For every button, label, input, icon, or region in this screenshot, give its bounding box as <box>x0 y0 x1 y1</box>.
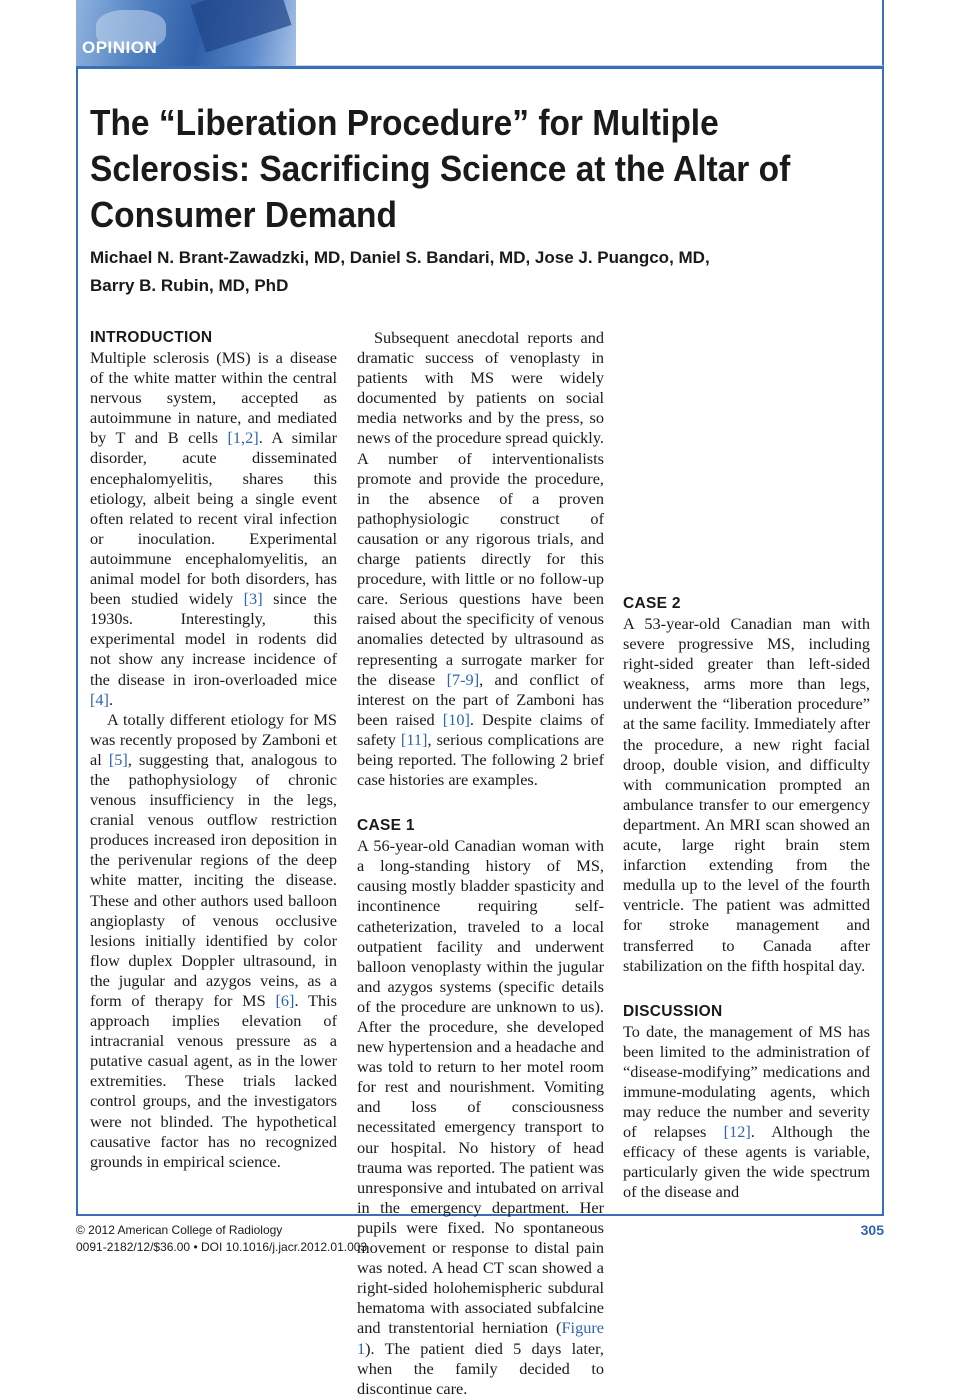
doi-line: 0091-2182/12/$36.00 • DOI 10.1016/j.jacr.2012.01.003 <box>76 1240 368 1254</box>
citation-link[interactable]: [6] <box>275 991 295 1010</box>
paragraph: A 53-year-old Canadian man with severe progressive MS, including right-sided greater than left-sided weakness, arms more than legs, underwent the “liberation procedure” at the same facility. Immediately after the procedure, a new right facial droop, double vision, and difficulty with communication prompted an ambulance transfer to our emergency department. An MRI scan showed an acute, large right brain stem infarction extending from the medulla up to the level of the fourth ventricle. The patient was admitted for stroke management and transferred to Canada after stabilization on the fifth hospital day. <box>623 614 870 975</box>
text-run: . Despite claims of safety <box>357 709 605 749</box>
citation-link[interactable]: [3] <box>243 589 263 609</box>
citation-link[interactable]: [1,2] <box>227 428 259 448</box>
section-label: OPINION <box>82 38 158 57</box>
section-gap <box>623 976 870 1002</box>
copyright-line: © 2012 American College of Radiology <box>76 1223 283 1237</box>
text-run: To date, the management of MS has been limited to the administration of “disease-modifying” medications and immune-modulating agents, which may reduce the number and severity of relapses <box>623 1021 870 1142</box>
citation-link[interactable]: [11] <box>400 729 428 749</box>
section-heading-case-2: CASE 2 <box>623 595 681 612</box>
text-run: . This approach implies elevation of intracranial venous pressure as a putative casual agent, as in the lower extremities. These trials lacked control groups, and the investigators were not blinded. The hypothetical causative factor has no recognized grounds in empirical science. <box>90 991 337 1171</box>
authors-line: Barry B. Rubin, MD, PhD <box>90 276 289 295</box>
section-gap <box>623 568 870 594</box>
paragraph <box>623 1022 870 1203</box>
text-column-3 <box>623 328 870 1203</box>
citation-link[interactable]: [10] <box>442 709 470 729</box>
text-run: ). The patient died 5 days later, when the family decided to discontinue care. <box>357 1338 604 1398</box>
section-heading-discussion: DISCUSSION <box>623 1002 723 1020</box>
citation-link[interactable]: [4] <box>90 689 109 709</box>
section-gap <box>357 790 604 816</box>
text-column-2 <box>357 328 604 1399</box>
figure-link[interactable]: Figure 1 <box>357 1318 604 1358</box>
photo-shape <box>190 0 291 53</box>
citation-link[interactable]: [7-9] <box>446 669 480 689</box>
header-rule <box>76 66 884 69</box>
text-run: , serious complications are being reported. The following 2 brief case histories are examples. <box>357 729 604 790</box>
authors-line: Michael N. Brant-Zawadzki, MD, Daniel S. Bandari, MD, Jose J. Puangco, MD, <box>90 248 710 267</box>
case1-continuation <box>623 328 870 568</box>
section-heading-case-1: CASE 1 <box>357 817 415 835</box>
text-run: . A similar disorder, acute disseminated encephalomyelitis, shares this etiology, albeit being a single event often related to recent viral infection or inoculation. Experimental autoimmune encephalomyelitis, an animal model for both disorders, has been studied widely <box>90 428 337 609</box>
header-frame <box>296 0 884 66</box>
text-run: . <box>108 689 114 709</box>
text-run: . Although the efficacy of these agents is variable, particularly given the wide spectrum of the disease and <box>623 1122 870 1202</box>
text-column-1 <box>90 328 337 1172</box>
paragraph <box>357 836 604 1399</box>
text-run: A 56-year-old Canadian woman with a long-standing history of MS, causing mostly bladder spasticity and incontinence requiring self-catheterization, traveled to a local outpatient facility and underwent balloon venoplasty within the jugular and azygos systems (specific details of the procedure are unknown to us). After the procedure, she developed new hypertension and a headache and was told to return to her motel room for rest and nourishment. Vomiting and loss of consciousness necessitated emergency transport to our hospital. No history of head trauma was reported. The patient was unresponsive and intubated on arrival in the emergency department. Her pupils were fixed. No spontaneous movement or response to distal pain was noted. A head CT scan showed a right-sided holohemispheric subdural hematoma with associated subfalcine and transtentorial herniation ( <box>357 836 604 1338</box>
text-run: , and conflict of interest on the part of Zamboni has been raised <box>357 669 604 729</box>
author-list <box>90 244 870 300</box>
text-run: A totally different etiology for MS was recently proposed by Zamboni et al <box>90 709 337 769</box>
text-run: Subsequent anecdotal reports and dramatic success of venoplasty in patients with MS were widely documented by patients on social media networks and by the press, so news of the procedure spread quickly. A number of interventionalists promote and provide the procedure, in the absence of a proven pathophysiologic construct of causation or any rigorous trials, and charge patients directly for this procedure, with little or no follow-up care. Serious questions have been raised about the specificity of venous anomalies detected by ultrasound as representing a surrogate marker for the disease <box>357 328 604 689</box>
section-heading-introduction: INTRODUCTION <box>90 329 213 346</box>
text-run: , suggesting that, analogous to the pathophysiology of chronic venous insufficiency in the legs, cranial venous outflow restriction produces increased iron deposition in the perivenular regions of the deep white matter, inciting the disease. These and other authors used balloon angioplasty of venous occlusive lesions initially identified by color flow duplex Doppler ultrasound, in the jugular and azygos veins, as a form of therapy for MS <box>90 749 337 1010</box>
citation-link[interactable]: [5] <box>108 749 128 769</box>
paragraph <box>357 328 604 790</box>
page-frame-right <box>882 66 884 1216</box>
paragraph <box>90 348 337 710</box>
text-run: Multiple sclerosis (MS) is a disease of the white matter within the central nervous system, accepted as autoimmune in nature, and mediated by T and B cells <box>90 348 337 448</box>
footer-publication-info <box>76 1222 367 1256</box>
text-run: since the 1930s. Interestingly, this experimental model in rodents did not show any increase incidence of the disease in iron-overloaded mice <box>90 589 338 689</box>
citation-link[interactable]: [12] <box>723 1122 751 1142</box>
page-frame-left <box>76 66 78 1216</box>
page-number: 305 <box>860 1222 884 1238</box>
article-title: The “Liberation Procedure” for Multiple Sclerosis: Sacrificing Science at the Altar of Consumer Demand <box>90 102 791 235</box>
paragraph <box>90 710 337 1172</box>
